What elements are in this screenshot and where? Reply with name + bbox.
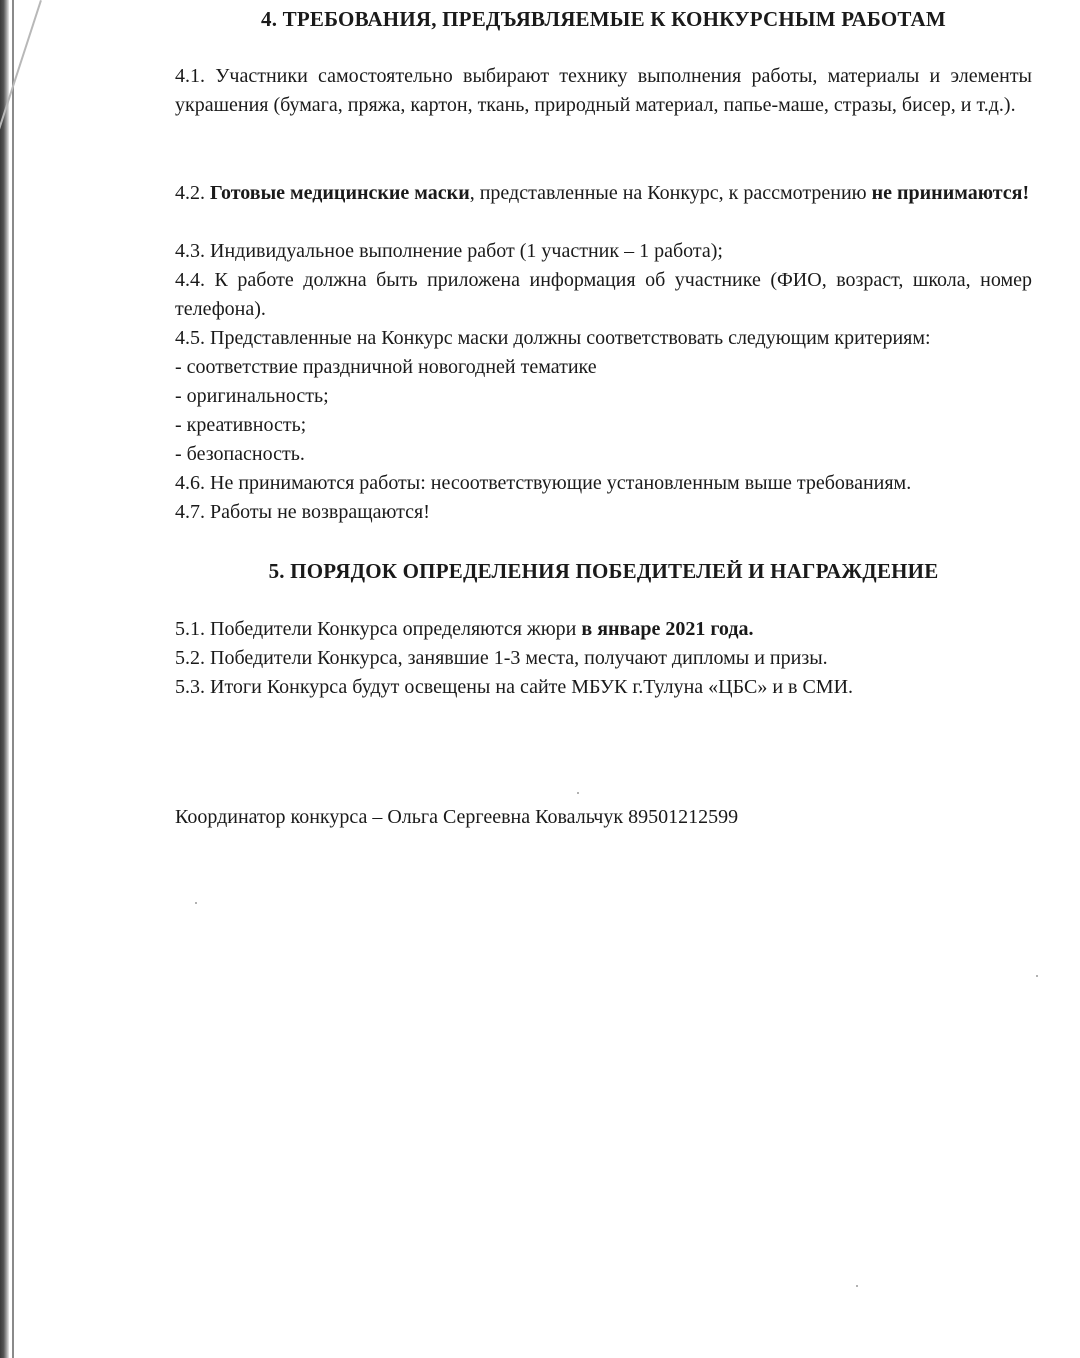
paragraph-4-2-middle: , представленные на Конкурс, к рассмотрению: [469, 182, 872, 204]
paragraph-5-1-bold-date: в январе 2021 года.: [581, 618, 754, 640]
paragraph-4-7: 4.7. Работы не возвращаются!: [175, 501, 430, 523]
paragraph-5-2: 5.2. Победители Конкурса, занявшие 1-3 места, получают дипломы и призы.: [175, 647, 828, 669]
list-item: - креативность;: [175, 414, 307, 436]
scan-speck: [1036, 975, 1038, 977]
paragraph-4-2-bold-masks: Готовые медицинские маски: [210, 182, 470, 204]
paragraph-4-3: 4.3. Индивидуальное выполнение работ (1 участник – 1 работа);: [175, 240, 723, 262]
paragraph-5-1: [175, 615, 1032, 644]
list-item: - соответствие праздничной новогодней тематике: [175, 356, 597, 378]
paragraph-4-5: 4.5. Представленные на Конкурс маски должны соответствовать следующим критериям:: [175, 327, 931, 349]
scan-speck: [856, 1285, 858, 1287]
paragraph-4-2: [175, 179, 1032, 208]
section-4-heading: 4. ТРЕБОВАНИЯ, ПРЕДЪЯВЛЯЕМЫЕ К КОНКУРСНЫМ РАБОТАМ: [261, 7, 946, 31]
criteria-list: [175, 353, 1032, 469]
paragraph-5-1-text: 5.1. Победители Конкурса определяются жюри: [175, 618, 582, 640]
scan-speck: [577, 792, 579, 794]
paragraph-4-4: 4.4. К работе должна быть приложена информация об участнике (ФИО, возраст, школа, номер телефона).: [175, 269, 1032, 320]
section-5-heading: 5. ПОРЯДОК ОПРЕДЕЛЕНИЯ ПОБЕДИТЕЛЕЙ И НАГРАЖДЕНИЕ: [268, 559, 939, 583]
paragraph-4-6: 4.6. Не принимаются работы: несоответствующие установленным выше требованиям.: [175, 472, 912, 494]
coordinator-line: Координатор конкурса – Ольга Сергеевна Ковальчук 89501212599: [175, 806, 739, 828]
scan-edge-line: [12, 0, 14, 1358]
paragraph-5-3: 5.3. Итоги Конкурса будут освещены на сайте МБУК г.Тулуна «ЦБС» и в СМИ.: [175, 676, 854, 698]
scan-speck: [195, 902, 197, 904]
paragraph-4-2-prefix: 4.2.: [175, 182, 210, 204]
paragraph-4-2-bold-rejected: не принимаются!: [871, 182, 1030, 204]
list-item: - оригинальность;: [175, 385, 329, 407]
scan-dark-edge: [0, 0, 9, 1358]
list-item: - безопасность.: [175, 443, 305, 465]
paragraph-4-1: 4.1. Участники самостоятельно выбирают технику выполнения работы, материалы и элементы украшения (бумага, пряжа, картон, ткань, природный материал, папье-маше, стразы, бисер, и т.д.).: [175, 65, 1032, 116]
